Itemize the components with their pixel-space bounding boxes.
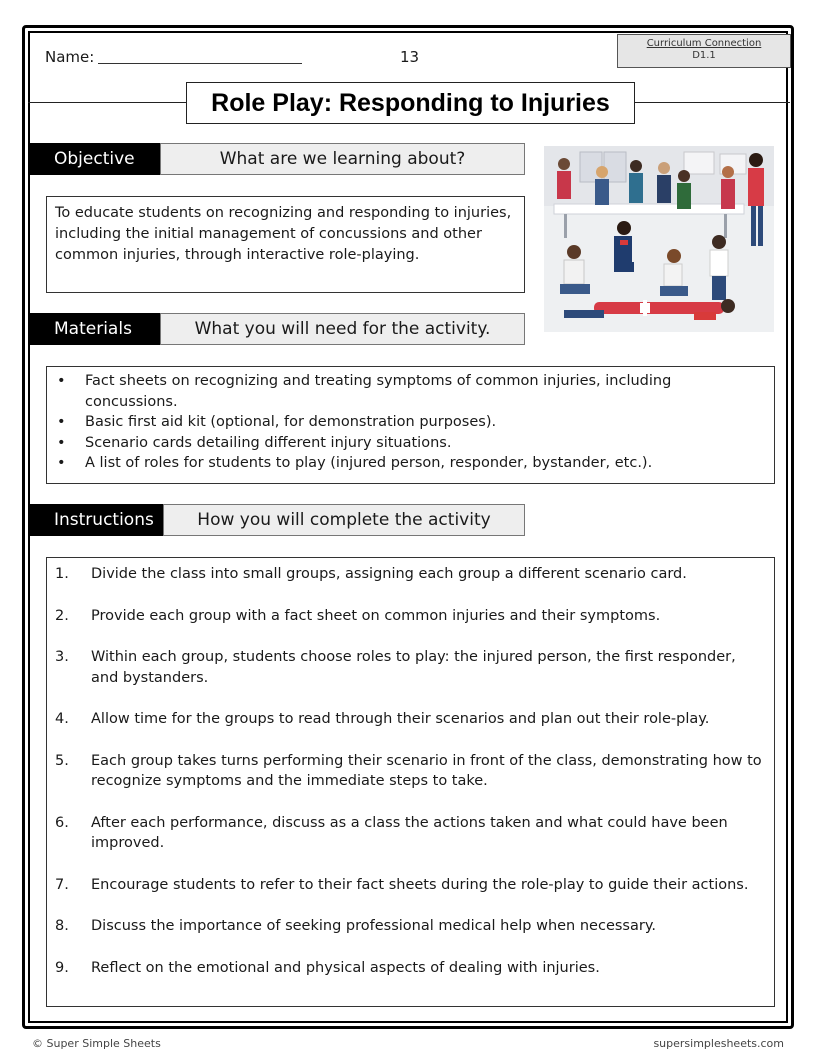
material-text: Fact sheets on recognizing and treating symptoms of common injuries, including concussions. xyxy=(85,373,672,410)
instructions-list-box xyxy=(46,557,775,1007)
list-item xyxy=(47,606,764,627)
list-item xyxy=(47,958,764,979)
curriculum-connection-label: Curriculum Connection xyxy=(646,38,762,49)
curriculum-code: D1.1 xyxy=(692,50,716,61)
bullet-icon: • xyxy=(57,434,66,451)
step-text: Encourage students to refer to their fact sheets during the role-play to guide their actions. xyxy=(91,876,749,893)
material-text: Basic first aid kit (optional, for demonstration purposes). xyxy=(85,414,497,430)
materials-list xyxy=(47,367,774,474)
copyright-text: © Super Simple Sheets xyxy=(32,1037,161,1050)
instructions-prompt: How you will complete the activity xyxy=(163,504,525,536)
step-text: After each performance, discuss as a class the actions taken and what could have been improved. xyxy=(91,814,728,851)
step-text: Each group takes turns performing their scenario in front of the class, demonstrating how to recognize symptoms and the immediate steps to take. xyxy=(91,752,762,789)
objective-text: To educate students on recognizing and responding to injuries, including the initial management of concussions and other common injuries, through interactive role-playing. xyxy=(55,205,512,263)
step-number: 4. xyxy=(55,711,69,727)
name-label: Name: xyxy=(45,48,95,66)
step-number: 9. xyxy=(55,959,69,976)
website-link[interactable]: supersimplesheets.com xyxy=(653,1037,784,1050)
step-text: Reflect on the emotional and physical aspects of dealing with injuries. xyxy=(91,959,600,976)
list-item xyxy=(47,875,764,896)
step-text: Divide the class into small groups, assigning each group a different scenario card. xyxy=(91,566,687,582)
list-item xyxy=(47,412,764,433)
list-item xyxy=(47,371,764,412)
objective-prompt: What are we learning about? xyxy=(160,143,525,175)
page-number: 13 xyxy=(400,48,420,66)
material-text: A list of roles for students to play (injured person, responder, bystander, etc.). xyxy=(85,455,653,471)
bullet-icon: • xyxy=(57,373,66,389)
objective-text-box xyxy=(46,196,525,293)
materials-prompt: What you will need for the activity. xyxy=(160,313,525,345)
list-item xyxy=(47,453,764,474)
instructions-label: Instructions xyxy=(30,504,163,536)
list-item xyxy=(47,916,764,937)
first-aid-role-play-illustration xyxy=(544,146,774,332)
step-text: Discuss the importance of seeking professional medical help when necessary. xyxy=(91,918,656,934)
list-item xyxy=(47,564,764,585)
list-item xyxy=(47,647,764,688)
step-number: 2. xyxy=(55,607,69,624)
name-field xyxy=(45,48,302,66)
materials-list-box xyxy=(46,366,775,484)
name-blank-line[interactable] xyxy=(98,49,302,64)
step-text: Allow time for the groups to read through their scenarios and plan out their role-play. xyxy=(91,711,710,727)
bullet-icon: • xyxy=(57,414,66,430)
list-item xyxy=(47,433,764,454)
curriculum-connection-box xyxy=(617,34,791,68)
materials-label: Materials xyxy=(30,313,160,345)
page-title: Role Play: Responding to Injuries xyxy=(186,82,635,124)
step-number: 6. xyxy=(55,814,69,831)
list-item xyxy=(47,751,764,792)
material-text: Scenario cards detailing different injury situations. xyxy=(85,434,452,451)
list-item xyxy=(47,813,764,854)
step-number: 8. xyxy=(55,918,69,934)
step-text: Within each group, students choose roles to play: the injured person, the first responder, and bystanders. xyxy=(91,649,736,686)
list-item xyxy=(47,709,764,730)
instructions-list xyxy=(47,558,774,978)
step-text: Provide each group with a fact sheet on common injuries and their symptoms. xyxy=(91,607,661,624)
step-number: 3. xyxy=(55,649,69,665)
bullet-icon: • xyxy=(57,455,66,471)
step-number: 7. xyxy=(55,876,69,893)
step-number: 5. xyxy=(55,752,69,769)
objective-label: Objective xyxy=(30,143,160,175)
step-number: 1. xyxy=(55,566,69,582)
